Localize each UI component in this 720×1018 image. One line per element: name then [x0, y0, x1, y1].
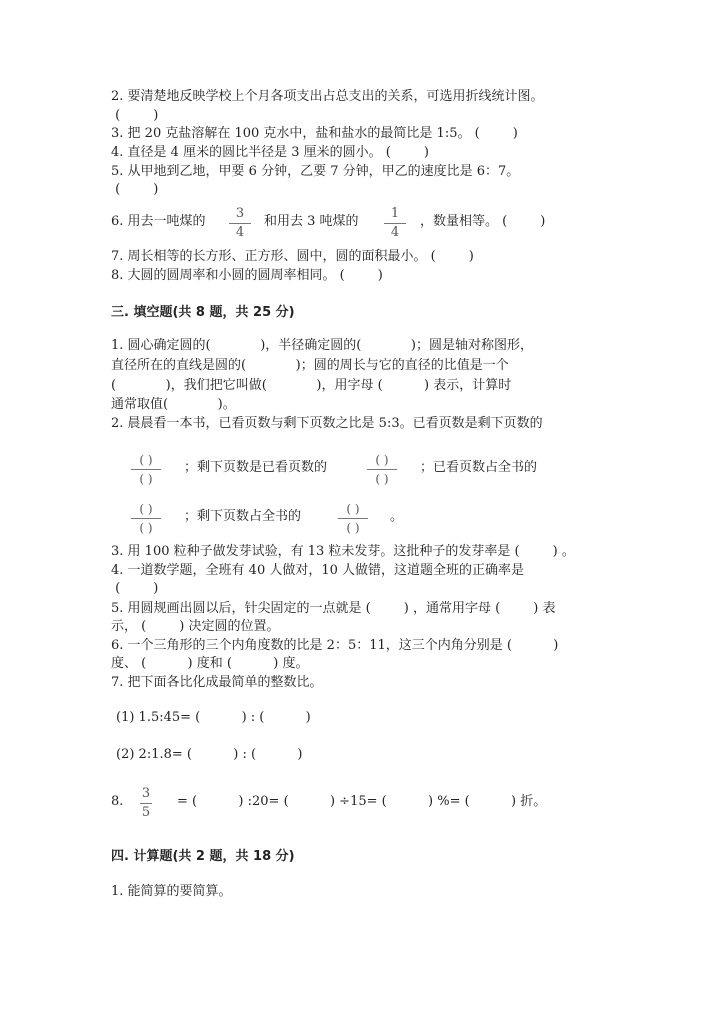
fill-q1-line3: ( )，我们把它叫做( )，用字母 ( ) 表示，计算时 — [111, 378, 512, 393]
denominator: ( ) — [139, 472, 153, 486]
judge-q2: 2. 要清楚地反映学校上个月各项支出占总支出的关系，可选用折线统计图。 — [111, 89, 544, 104]
fill-q5-line2: 示， ( ) 决定圆的位置。 — [111, 619, 280, 634]
denominator: 5 — [141, 805, 151, 820]
judge-q8: 8. 大圆的圆周率和小圆的圆周率相同。 ( ) — [111, 268, 383, 283]
judge-q6-part3: ，数量相等。 ( ) — [420, 214, 546, 229]
judge-q7: 7. 周长相等的长方形、正方形、圆中，圆的面积最小。 ( ) — [111, 249, 474, 264]
numerator: ( ) — [375, 453, 389, 467]
denominator: ( ) — [139, 521, 153, 535]
denominator: 4 — [235, 225, 245, 240]
judge-q4: 4. 直径是 4 厘米的圆比半径是 3 厘米的圆小。 ( ) — [111, 145, 429, 160]
fill-q4: 4. 一道数学题，全班有 40 人做对，10 人做错，这道题全班的正确率是 — [111, 563, 525, 578]
fill-q1-line2: 直径所在的直线是圆的( )；圆的周长与它的直径的比值是一个 — [111, 358, 509, 373]
numerator: ( ) — [346, 502, 360, 516]
fill-q6-line2: 度、 ( ) 度和 ( ) 度。 — [111, 656, 309, 671]
blank-fraction — [338, 501, 368, 536]
fill-q7-2: (2) 2:1.8= ( ) : ( ) — [116, 747, 303, 762]
denominator: 4 — [390, 225, 400, 240]
fill-q2: 2. 晨晨看一本书，已看页数与剩下页数之比是 5:3。已看页数是剩下页数的 — [111, 416, 543, 431]
fill-q7-1: (1) 1.5:45= ( ) : ( ) — [116, 710, 311, 725]
fill-q4-answer: ( ) — [111, 581, 159, 596]
numerator: ( ) — [139, 502, 153, 516]
fill-q7: 7. 把下面各比化成最简单的整数比。 — [111, 675, 323, 690]
blank-fraction — [367, 452, 397, 487]
fraction-3-5 — [140, 786, 152, 821]
fraction-1-4 — [384, 206, 406, 241]
judge-q6-part1: 6. 用去一吨煤的 — [111, 214, 206, 229]
section-title-calc: 四. 计算题(共 2 题，共 18 分) — [111, 849, 295, 864]
fill-q2-text1: ；剩下页数是已看页数的 — [184, 460, 328, 475]
fill-q5-line1: 5. 用圆规画出圆以后，针尖固定的一点就是 ( ) ，通常用字母 ( ) 表 — [111, 601, 556, 616]
judge-q6-part2: 和用去 3 吨煤的 — [264, 214, 359, 229]
denominator: ( ) — [346, 521, 360, 535]
numerator: 3 — [141, 786, 151, 801]
calc-q1: 1. 能简算的要简算。 — [111, 884, 232, 899]
fill-q3: 3. 用 100 粒种子做发芽试验，有 13 粒未发芽。这批种子的发芽率是 ( ) 。 — [111, 544, 575, 559]
fill-q2-text2: ；已看页数占全书的 — [420, 460, 538, 475]
section-title-fill: 三. 填空题(共 8 题，共 25 分) — [111, 305, 295, 320]
fill-q2-text4: 。 — [390, 509, 404, 524]
fill-q1-line4: 通常取值( )。 — [111, 397, 236, 412]
fill-q8-text: = ( ) :20= ( ) ÷15= ( ) %= ( ) 折。 — [177, 794, 547, 809]
blank-fraction — [131, 501, 161, 536]
fill-q2-text3: ；剩下页数占全书的 — [184, 509, 302, 524]
denominator: ( ) — [375, 472, 389, 486]
fraction-3-4 — [229, 206, 251, 241]
fill-q8-label: 8. — [111, 794, 124, 809]
judge-q2-answer: ( ) — [111, 108, 159, 123]
judge-q5: 5. 从甲地到乙地，甲要 6 分钟，乙要 7 分钟，甲乙的速度比是 6：7。 — [111, 164, 520, 179]
fill-q1-line1: 1. 圆心确定圆的( )，半径确定圆的( )；圆是轴对称图形， — [111, 338, 533, 353]
fill-q6-line1: 6. 一个三角形的三个内角度数的比是 2：5：11，这三个内角分别是 ( ) — [111, 638, 559, 653]
judge-q3: 3. 把 20 克盐溶解在 100 克水中，盐和盐水的最简比是 1:5。 ( ) — [111, 126, 518, 141]
judge-q5-answer: ( ) — [111, 182, 159, 197]
blank-fraction — [131, 452, 161, 487]
numerator: 3 — [235, 206, 245, 221]
numerator: 1 — [390, 206, 400, 221]
numerator: ( ) — [139, 453, 153, 467]
